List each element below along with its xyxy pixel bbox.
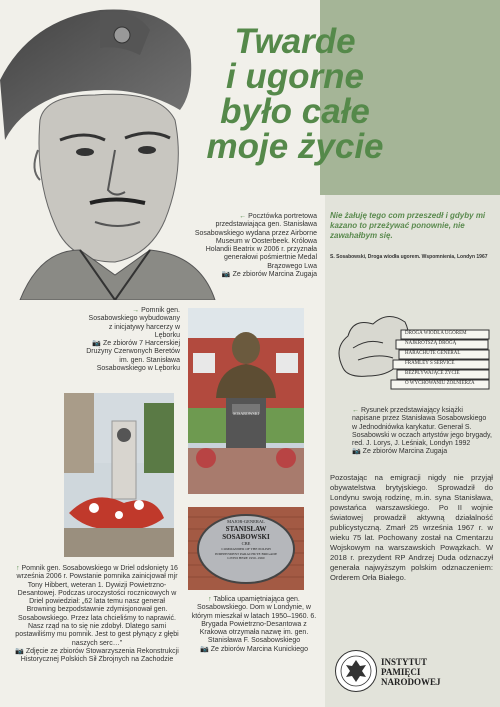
arrow-left-icon: ← bbox=[239, 213, 247, 220]
caption-monument-lebork-credit: Ze zbiorów 7 Harcerskiej Drużyny Czerwonych Beretów im. gen. Stanisława Sosabowskiego w Lęborku bbox=[86, 340, 180, 373]
caption-postcard-text: Pocztówka portretowa przedstawiająca gen. Stanisława Sosabowskiego wydana przez Airborne Museum w Oosterbeek. Królowa Holandii Beatrix w 2006 r. przyznała generałowi pośmiertnie Medal Brązowego Lwa bbox=[194, 213, 317, 270]
title-line-2: i ugorne bbox=[225, 57, 365, 96]
caption-plaque-text: Tablica upamiętniająca gen. Sosabowskiego. Dom w Londynie, w którym mieszkał w latach 1950–1960. 6. Brygada Powietrzno-Desantowa z Krakowa otrzymała nazwę im. gen. Stanisława F. Sosabowskiego bbox=[191, 596, 317, 645]
page-title bbox=[205, 24, 385, 164]
biography-text: Pozostając na emigracji nigdy nie przyjął obywatelstwa brytyjskiego. Sprowadził do Londynu swoją rodzinę, m.in. syna Stanisława, powstańca warszawskiego. Po II wojnie światowej prowadził aktywną działalność publicystyczną. Zmarł 25 września 1967 r. w wieku 75 lat. Pochowany został na Cmentarzu Wojskowym na warszawskich Powązkach. W 2018 r. prezydent RP Andrzej Duda odznaczył generała najwyższym polskim odznaczeniem: Orderem Orła Białego. bbox=[330, 473, 493, 582]
plaque-line-6: INDEPENDENT PARACHUTE BRIGADE bbox=[214, 551, 278, 556]
plaque-line-3: SOSABOWSKI bbox=[222, 533, 270, 541]
caption-monument-lebork bbox=[85, 307, 180, 373]
ipn-logo-icon bbox=[335, 650, 377, 692]
caption-plaque bbox=[188, 596, 320, 654]
arrow-right-icon: → bbox=[132, 307, 140, 314]
book-spine-3: HARACHUTE GENERAL bbox=[405, 351, 461, 356]
book-spine-4: FRAMLEY S SERVICE bbox=[405, 361, 455, 366]
logo-line-2: PAMIĘCI bbox=[381, 667, 421, 677]
book-spine-5: BEZPŁYWAJĄCE ŻYCIE bbox=[405, 371, 460, 376]
book-spine-1: DROGA WIODŁA UGOREM bbox=[405, 331, 467, 336]
arrow-up-icon: ↑ bbox=[16, 565, 20, 572]
caption-monument-driel bbox=[15, 565, 179, 665]
books-drawing bbox=[333, 308, 495, 398]
arrow-up-icon: ↑ bbox=[208, 596, 212, 603]
plaque-line-4: CBE bbox=[241, 541, 251, 546]
quote-source: S. Sosabowski, Droga wiodła ugorem. Wspomnienia, Londyn 1967 bbox=[330, 254, 488, 260]
title-line-1: Twarde bbox=[234, 22, 356, 61]
plaque-line-5: COMMANDER OF THE POLISH bbox=[221, 547, 271, 551]
photo-plaque bbox=[188, 507, 304, 590]
camera-icon: 📷 bbox=[92, 340, 102, 348]
logo-line-1: INSTYTUT bbox=[381, 657, 428, 667]
caption-monument-driel-credit: Zdjęcie ze zbiorów Stowarzyszenia Rekonstrukcji Historycznej Polskich Sił Zbrojnych na Zachodzie bbox=[20, 647, 179, 664]
logo-line-3: NARODOWEJ bbox=[381, 677, 441, 687]
monument-plate-name: SOSABOWSKI bbox=[232, 411, 259, 416]
camera-icon: 📷 bbox=[200, 645, 209, 653]
caption-postcard bbox=[190, 213, 317, 279]
arrow-left-icon: ← bbox=[352, 407, 359, 414]
plaque-line-1: MAJOR-GENERAL bbox=[227, 519, 265, 524]
caption-monument-driel-text: Pomnik gen. Sosabowskiego w Driel odsłonięty 16 września 2006 r. Powstanie pomnika zainicjował mjr Tony Hibbert, weteran 1. Dywizji Powietrzno-Desantowej. Podczas uroczystości rocznicowych w Driel powiedział: „62 lata temu nasz generał Browning bezpodstawnie zdymisjonował gen. Sosabowskiego. Przez lata chcieliśmy to naprawić. Nasz rząd na to się nie zdobył. Dlatego sami postawiliśmy mu pomnik. Jest to gest płynący z głębi naszych serc…” bbox=[15, 565, 179, 647]
camera-icon: 📷 bbox=[221, 271, 231, 279]
plaque-line-7: LIVED HERE 1950–1960 bbox=[227, 556, 265, 560]
photo-monument-driel bbox=[64, 393, 174, 557]
photo-monument-lebork bbox=[188, 308, 304, 494]
caption-postcard-credit: Ze zbiorów Marcina Zugaja bbox=[232, 271, 317, 279]
quote-text: Nie żałuję tego com przeszedł i gdyby mi kazano to przeżywać ponownie, nie zawahałbym się. bbox=[330, 211, 486, 240]
caption-monument-lebork-text: Pomnik gen. Sosabowskiego wybudowany z inicjatywy harcerzy w Lęborku bbox=[88, 307, 180, 339]
caption-plaque-credit: Ze zbiorów Marcina Kunickiego bbox=[210, 645, 308, 653]
camera-icon: 📷 bbox=[352, 448, 361, 456]
plaque-line-2: STANISŁAW bbox=[225, 525, 267, 533]
title-line-3: było całe bbox=[220, 92, 370, 131]
book-spine-2: NAJKRÓTSZĄ DROGĄ bbox=[405, 341, 457, 346]
camera-icon: 📷 bbox=[15, 647, 24, 655]
institution-name bbox=[381, 657, 481, 687]
caption-drawing-credit: Ze zbiorów Marcina Zugaja bbox=[362, 448, 448, 456]
caption-drawing bbox=[352, 407, 492, 457]
caption-drawing-text: Rysunek przedstawiający książki napisane przez Stanisława Sosabowskiego w Jednodniówka karykatur. Generał S. Sosabowski w oczach artystów jego brygady, red. J. Lorys, J. Leśniak, Londyn 1992 bbox=[352, 407, 492, 448]
title-line-4: moje życie bbox=[206, 127, 384, 166]
plaque-text bbox=[210, 519, 282, 561]
book-spine-6: O WYCHOWANIU ŻOŁNIERZA bbox=[405, 381, 475, 386]
